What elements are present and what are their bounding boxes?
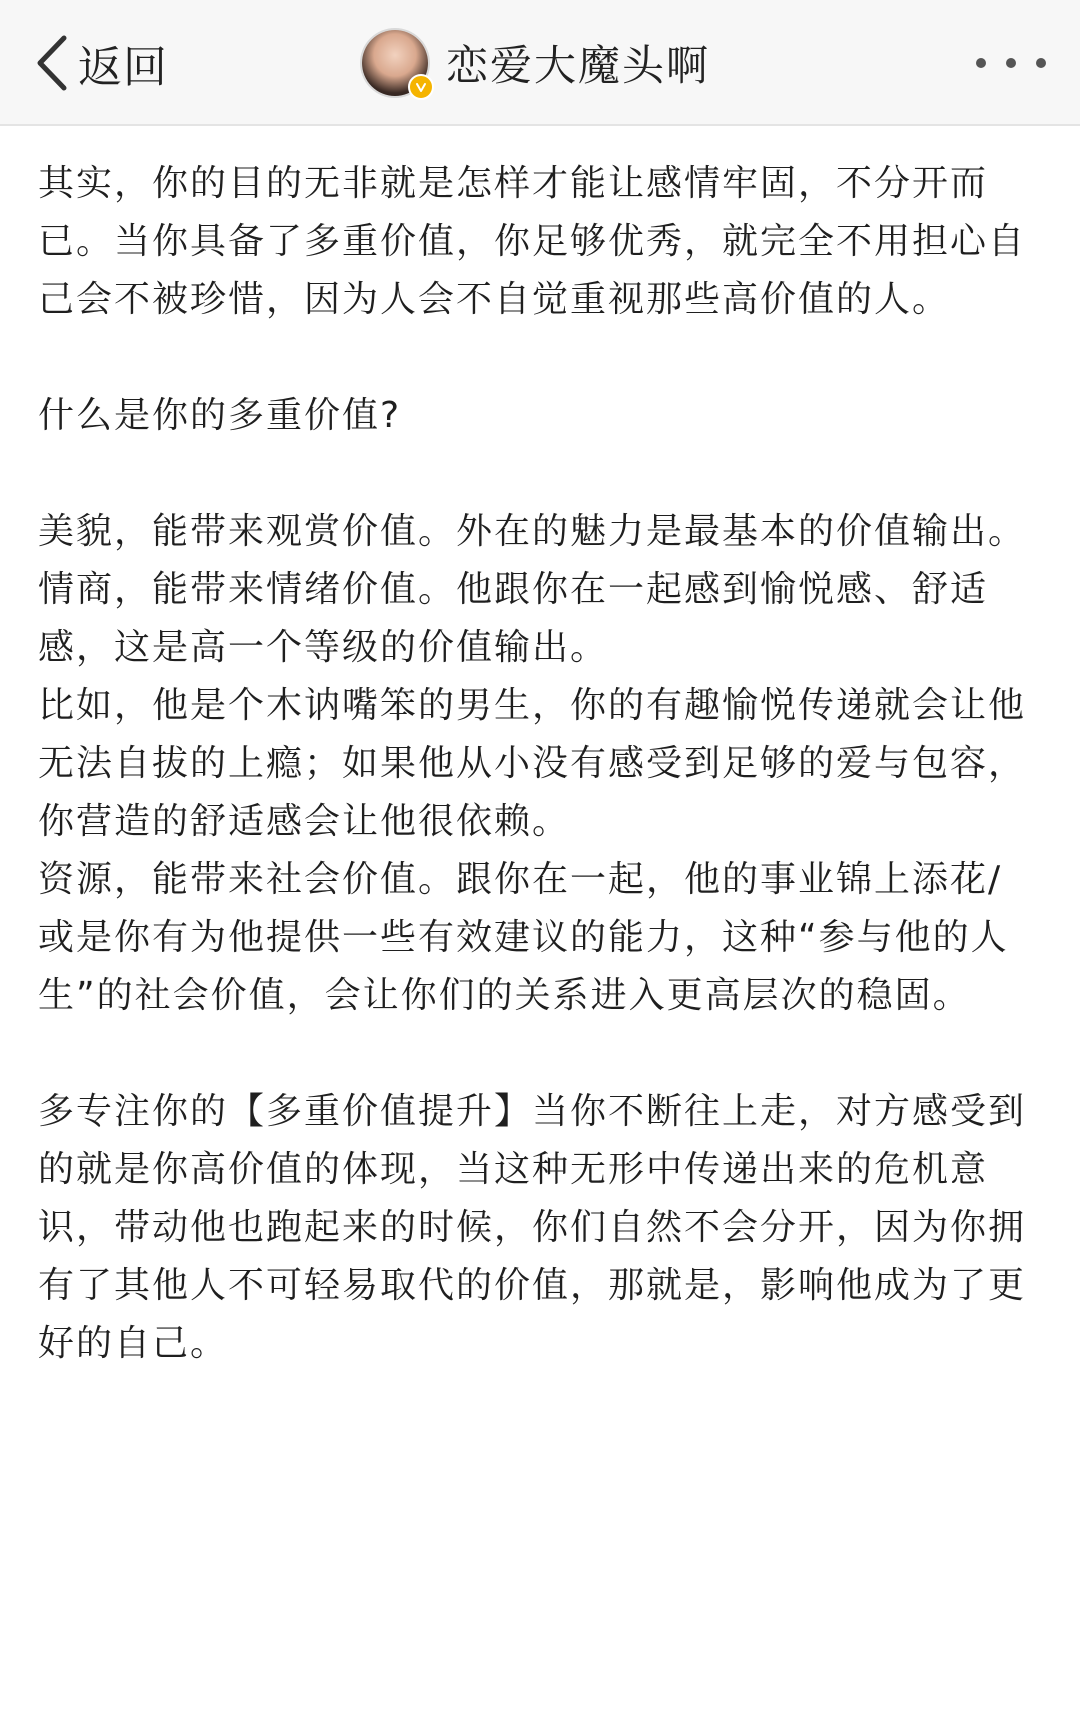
- paragraph-gap: [38, 445, 1038, 503]
- article-paragraph: 资源，能带来社会价值。跟你在一起，他的事业锦上添花/或是你有为他提供一些有效建议的能力，这种“参与他的人生”的社会价值，会让你们的关系进入更高层次的稳固。: [38, 859, 1009, 1016]
- avatar[interactable]: [362, 30, 428, 96]
- article-paragraph: 比如，他是个木讷嘴笨的男生，你的有趣愉悦传递就会让他无法自拔的上瘾；如果他从小没有感受到足够的爱与包容，你营造的舒适感会让他很依赖。: [38, 685, 1027, 842]
- more-dots-icon: [1036, 58, 1046, 68]
- page-title: 恋爱大魔头啊: [446, 41, 711, 90]
- nav-bar: [0, 0, 1080, 126]
- article-paragraph: 其实，你的目的无非就是怎样才能让感情牢固，不分开而已。当你具备了多重价值，你足够优秀，就完全不用担心自己会不被珍惜，因为人会不自觉重视那些高价值的人。: [38, 163, 1027, 320]
- more-dots-icon: [1006, 58, 1016, 68]
- back-label: 返回: [78, 42, 168, 93]
- chevron-left-icon: [30, 30, 74, 96]
- article-body: [38, 155, 1038, 1373]
- paragraph-gap: [38, 1025, 1038, 1083]
- profile-header[interactable]: [362, 26, 710, 100]
- article-paragraph: 什么是你的多重价值?: [38, 395, 402, 436]
- article-paragraph: 情商，能带来情绪价值。他跟你在一起感到愉悦感、舒适感，这是高一个等级的价值输出。: [38, 569, 989, 668]
- more-dots-icon: [976, 58, 986, 68]
- article-paragraph: 美貌，能带来观赏价值。外在的魅力是最基本的价值输出。: [38, 511, 1027, 552]
- back-button[interactable]: [30, 30, 168, 96]
- verified-badge-icon: [408, 74, 434, 100]
- paragraph-gap: [38, 329, 1038, 387]
- article-paragraph: 多专注你的【多重价值提升】当你不断往上走，对方感受到的就是你高价值的体现，当这种无形中传递出来的危机意识，带动他也跑起来的时候，你们自然不会分开，因为你拥有了其他人不可轻易取代的价值，那就是，影响他成为了更好的自己。: [38, 1091, 1027, 1364]
- more-button[interactable]: [976, 48, 1046, 78]
